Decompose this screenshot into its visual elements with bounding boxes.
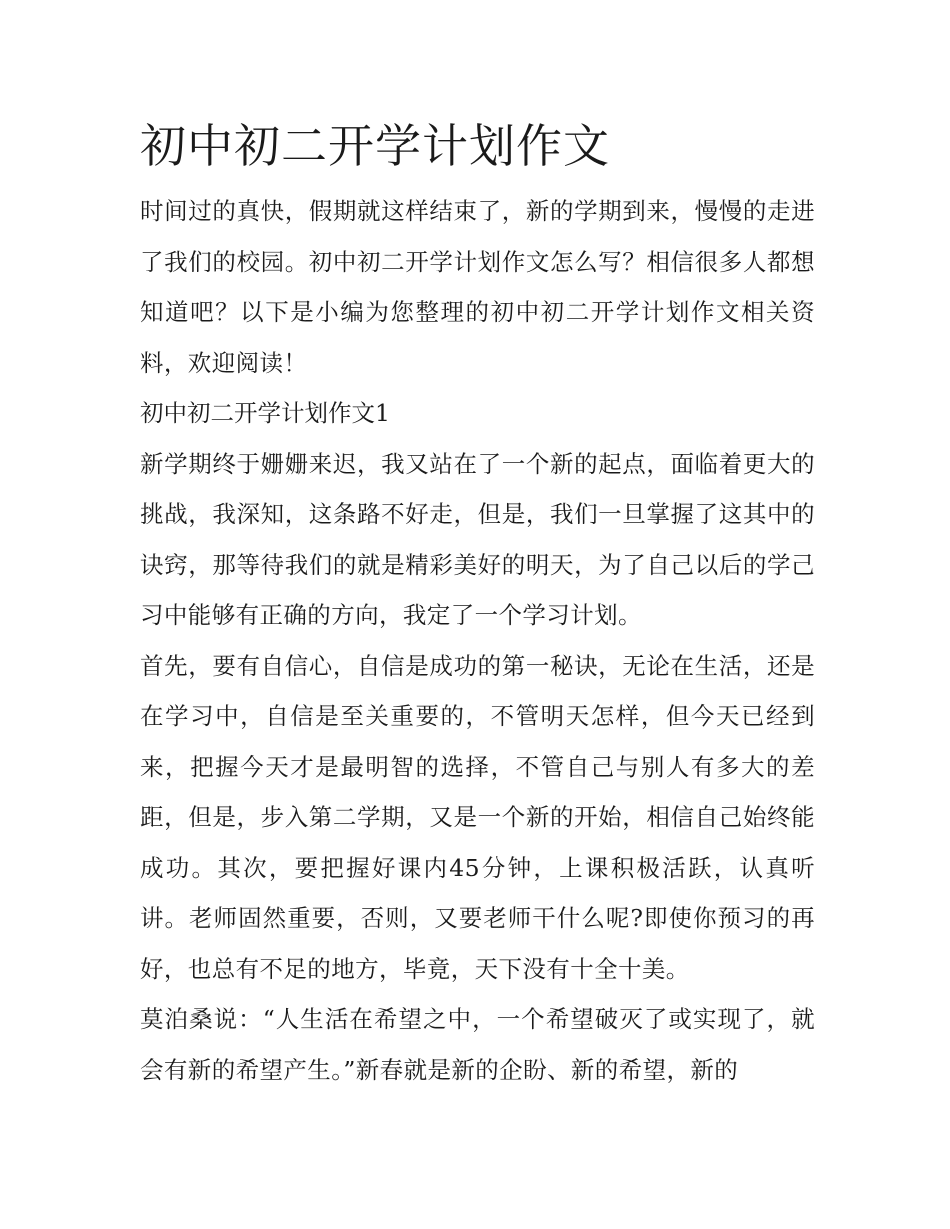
document-body xyxy=(140,112,815,1095)
body-paragraph-1: 新学期终于姗姗来迟，我又站在了一个新的起点，面临着更大的挑战，我深知，这条路不好走，但是，我们一旦掌握了这其中的诀窍，那等待我们的就是精彩美好的明天，为了自己以后的学己习中能够有正确的方向，我定了一个学习计划。 xyxy=(140,449,815,629)
document-title: 初中初二开学计划作文 xyxy=(140,119,610,173)
intro-paragraph: 时间过的真快，假期就这样结束了，新的学期到来，慢慢的走进了我们的校园。初中初二开学计划作文怎么写？相信很多人都想知道吧？以下是小编为您整理的初中初二开学计划作文相关资料，欢迎阅读！ xyxy=(140,197,815,377)
body-paragraph-2: 首先，要有自信心，自信是成功的第一秘诀，无论在生活，还是在学习中，自信是至关重要的，不管明天怎样，但今天已经到来，把握今天才是最明智的选择，不管自己与别人有多大的差距，但是，步入第二学期，又是一个新的开始，相信自己始终能成功。其次，要把握好课内45分钟，上课积极活跃，认真听讲。老师固然重要，否则，又要老师干什么呢?即使你预习的再好，也总有不足的地方，毕竟，天下没有十全十美。 xyxy=(140,651,815,983)
section-heading: 初中初二开学计划作文1 xyxy=(140,399,390,427)
body-paragraph-3: 莫泊桑说：“人生活在希望之中，一个希望破灭了或实现了，就会有新的希望产生。”新春就是新的企盼、新的希望，新的 xyxy=(140,1005,815,1084)
